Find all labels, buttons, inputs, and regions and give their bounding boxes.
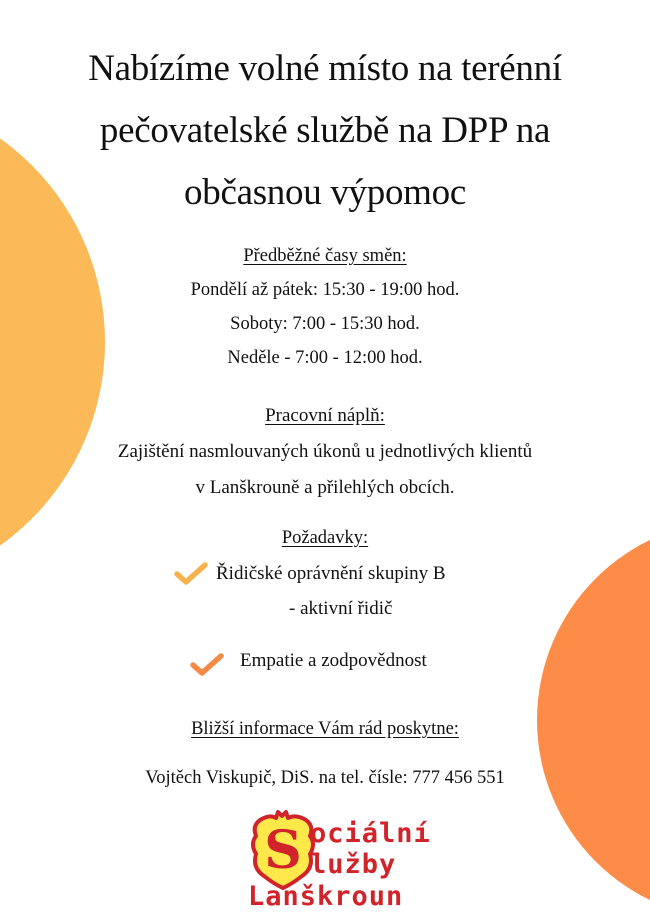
job-duties-heading: Pracovní náplň: <box>265 405 385 426</box>
check-icon <box>190 652 224 678</box>
logo-text-line: Lanškroun <box>248 881 404 912</box>
contact-text: Vojtěch Viskupič, DiS. na tel. čísle: 777 456 551 <box>145 768 505 788</box>
logo-emblem-icon <box>248 810 318 890</box>
job-duties-section <box>0 398 650 506</box>
title-line: pečovatelské službě na DPP na <box>99 110 551 151</box>
shift-times-heading: Předběžné časy směn: <box>243 246 407 266</box>
svg-text:S: S <box>264 820 302 881</box>
organization-logo <box>248 808 438 913</box>
logo-text-line: ociální <box>310 818 431 849</box>
title-line: Nabízíme volné místo na terénní <box>88 48 562 89</box>
shift-line-saturday: Soboty: 7:00 - 15:30 hod. <box>230 314 420 334</box>
logo-text-line: lužby <box>310 849 397 880</box>
requirement-item-license: Řidičské oprávnění skupiny B <box>216 563 446 584</box>
contact-info <box>0 768 650 789</box>
shift-line-weekdays: Pondělí až pátek: 15:30 - 19:00 hod. <box>190 280 460 300</box>
requirements-section <box>0 525 650 551</box>
job-duties-line: v Lanškrouně a přilehlých obcích. <box>195 477 455 498</box>
page-title <box>0 38 650 224</box>
requirement-item-license-detail: - aktivní řidič <box>289 598 393 619</box>
contact-heading: Bližší informace Vám rád poskytne: <box>191 719 459 739</box>
requirement-item-empathy: Empatie a zodpovědnost <box>240 650 427 671</box>
check-icon <box>174 561 208 587</box>
title-line: občasnou výpomoc <box>184 172 466 213</box>
job-duties-line: Zajištění nasmlouvaných úkonů u jednotlivých klientů <box>117 441 533 462</box>
shift-times-section <box>0 239 650 375</box>
requirements-heading: Požadavky: <box>281 528 369 548</box>
contact-section <box>0 719 650 740</box>
shift-line-sunday: Neděle - 7:00 - 12:00 hod. <box>227 348 423 368</box>
